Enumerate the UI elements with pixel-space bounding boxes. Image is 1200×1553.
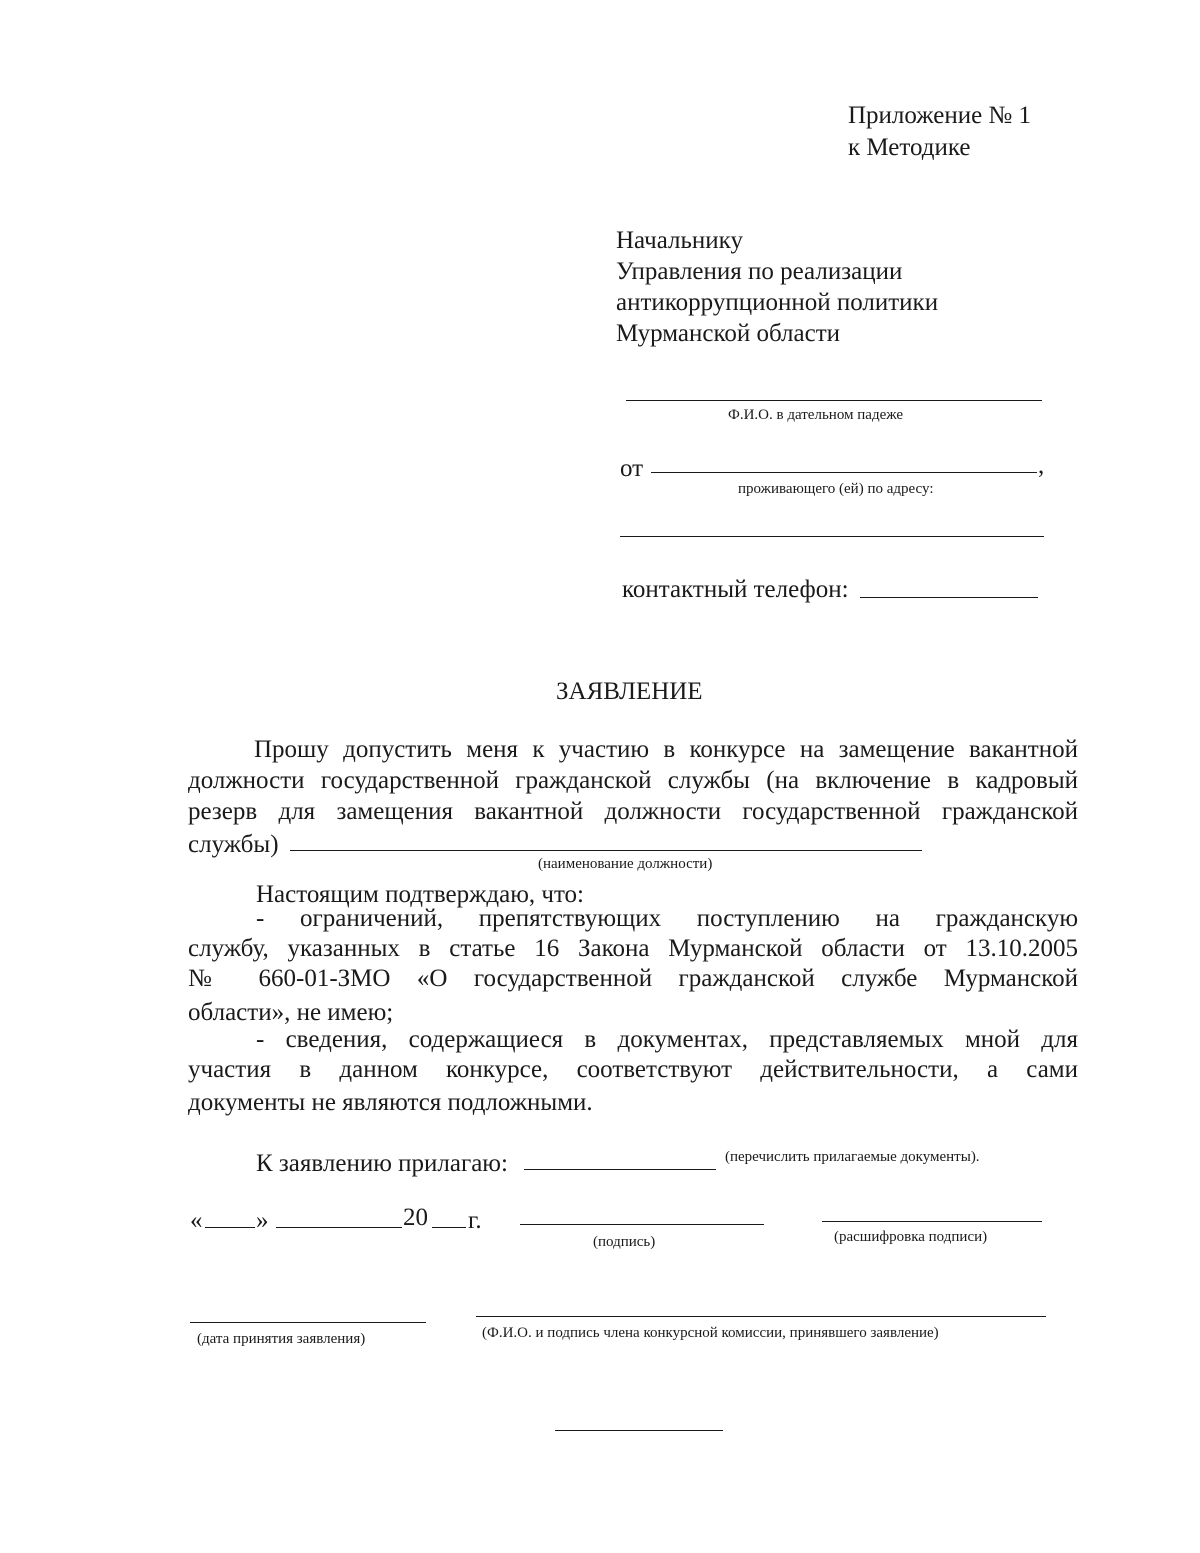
appendix-number: Приложение № 1 [848, 102, 1032, 129]
body-line: области», не имею; [188, 999, 394, 1026]
signature-decode-caption: (расшифровка подписи) [834, 1229, 988, 1245]
fio-dative-field[interactable] [626, 400, 1042, 401]
addressee-line: Мурманской области [616, 320, 841, 347]
commission-member-field[interactable] [476, 1316, 1046, 1317]
phone-label: контактный телефон: [622, 576, 849, 603]
body-line: - сведения, содержащиеся в документах, представляемых мной для [256, 1026, 1078, 1053]
body-line: - ограничений, препятствующих поступлению на гражданскую [256, 905, 1078, 932]
addressee-line: антикоррупционной политики [616, 289, 939, 316]
signature-field[interactable] [520, 1224, 764, 1225]
body-line: № 660-01-ЗМО «О государственной гражданской службе Мурманской [188, 965, 1078, 992]
address-field[interactable] [620, 536, 1044, 537]
body-line: службы) [188, 831, 279, 858]
date-year-suffix: г. [468, 1207, 482, 1234]
addressee-line: Начальнику [616, 227, 743, 254]
body-line: резерв для замещения вакантной должности государственной гражданской [188, 798, 1078, 825]
appendix-header [848, 100, 1031, 164]
addressee-block [616, 225, 938, 349]
fio-dative-caption: Ф.И.О. в дательном падеже [728, 407, 904, 423]
appendix-reference: к Методике [848, 134, 971, 161]
document-title: ЗАЯВЛЕНИЕ [556, 678, 703, 705]
body-line: Прошу допустить меня к участию в конкурсе на замещение вакантной [254, 736, 1078, 763]
signature-decode-field[interactable] [822, 1221, 1042, 1222]
address-caption: проживающего (ей) по адресу: [738, 481, 934, 497]
date-month-field[interactable] [276, 1227, 402, 1228]
attachments-field[interactable] [524, 1169, 716, 1170]
attachments-hint: (перечислить прилагаемые документы). [725, 1149, 980, 1165]
commission-member-caption: (Ф.И.О. и подпись члена конкурсной комиссии, принявшего заявление) [482, 1325, 939, 1341]
attachments-label: К заявлению прилагаю: [256, 1150, 508, 1177]
confirmation-intro: Настоящим подтверждаю, что: [256, 881, 585, 908]
from-comma: , [1038, 452, 1045, 479]
from-name-field[interactable] [651, 472, 1037, 473]
from-label: от [620, 455, 644, 482]
body-line: документы не являются подложными. [188, 1089, 593, 1116]
date-close-quote: » [256, 1207, 269, 1234]
acceptance-date-caption: (дата принятия заявления) [197, 1331, 366, 1347]
date-year-prefix: 20 [403, 1204, 428, 1231]
signature-caption: (подпись) [593, 1234, 656, 1250]
body-line: участия в данном конкурсе, соответствуют действительности, а сами [188, 1056, 1078, 1083]
body-line: должности государственной гражданской службы (на включение в кадровый [188, 767, 1078, 794]
acceptance-date-field[interactable] [190, 1322, 426, 1323]
date-year-field[interactable] [432, 1227, 466, 1228]
body-line: службу, указанных в статье 16 Закона Мурманской области от 13.10.2005 [188, 935, 1078, 962]
date-day-field[interactable] [205, 1227, 255, 1228]
footer-divider [555, 1430, 723, 1431]
date-open-quote: « [190, 1207, 203, 1234]
position-field[interactable] [290, 850, 922, 851]
addressee-line: Управления по реализации [616, 258, 903, 285]
position-caption: (наименование должности) [538, 856, 713, 872]
phone-field[interactable] [860, 597, 1038, 598]
